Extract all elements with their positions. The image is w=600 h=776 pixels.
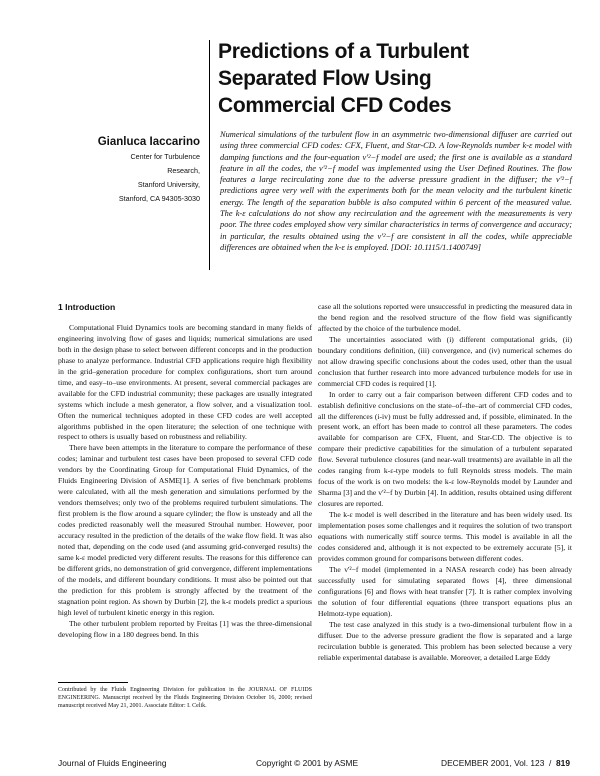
body-paragraph: The v'²−f model (implemented in a NASA research code) has been already successfully used for simulating separated flows [4], three dimensional configurations [6] and flows with heat transfer [7]. It is rather complex involving the solution of four differential equations (three transport equations plus an Helmotz-type equation). bbox=[318, 564, 572, 618]
article-title bbox=[218, 38, 578, 119]
body-paragraph: case all the solutions reported were unsuccessful in predicting the measured data in the bend region and the resolved structure of the flow field was significantly affected by the choice of the turbulence model. bbox=[318, 302, 572, 333]
body-paragraph: The other turbulent problem reported by Freitas [1] was the three-dimensional developing flow in a 180 degrees bend. In this bbox=[58, 618, 312, 639]
abstract-text: Numerical simulations of the turbulent flow in an asymmetric two-dimensional diffuser are carried out using three commercial CFD codes: CFX, Fluent, and Star-CD. A low-Reynolds number k-ε model with damping functions and the four-equation v'²−f model are used; the first one is available as a standard feature in all the codes, the v'²−f model was implemented using the User Defined Routines. The flow features a large recirculating zone due to the adverse pressure gradient in the diffuser; the v'²−f predictions agree very well with the experiments both for the mean velocity and the turbulent kinetic energy. The length of the separation bubble is also computed within 6 percent of the measured value. The k-ε calculations do not show any recirculation and the agreement with the measurements is very poor. The three codes employed show very similar characteristics in terms of convergence and accuracy; in particular, the results obtained using the v'²−f are consistent in all the codes, while appreciable differences are obtained when the k-ε is employed. [DOI: 10.1115/1.1400749] bbox=[220, 130, 572, 252]
footnote-rule bbox=[58, 682, 128, 683]
footer-issue: DECEMBER 2001, Vol. 123 bbox=[441, 758, 545, 768]
author-affiliation-line: Stanford University, bbox=[137, 180, 200, 189]
author-block bbox=[96, 136, 200, 206]
body-paragraph: Computational Fluid Dynamics tools are becoming standard in many fields of engineering involving flow of gases and liquids; numerical simulations are used both in the design phase to select between different concepts and in the production phase to analyze performance. Industrial CFD applications require high flexibility in the grid–generation procedure for complex configurations, short turn around time, and easy–to–use environments. At present, several commercial packages are available for the CFD industrial community; these packages are usually integrated systems which include a mesh generator, a flow solver, and a visualization tool. Often the numerical techniques adopted in these CFD codes are well accepted algorithms published in the open literature; the selection of one technique with respect to others is usually based on robustness and reliability. bbox=[58, 322, 312, 442]
body-paragraph: There have been attempts in the literature to compare the performance of these codes; laminar and turbulent test cases have been proposed to several CFD code vendors by the Coordinating Group for Computational Fluid Dynamics, of the Fluids Engineering Division of ASME[1]. A series of five benchmark problems were calculated, with all the mesh generation and simulations performed by the vendors themselves; only two of the problems required turbulent simulations. The first problem is the flow around a square cylinder; the flow is unsteady and all the codes predicted reasonably well the measured Strouhal number. However, poor accuracy resulted in the prediction of the details of the wake flow field. It was also noted that, depending on the code used (and assuming grid-converged results) the same k-ε model predicted very different results. The reasons for this difference can be different grids, no demonstration of grid convergence, different implementations of the models, and different boundary conditions. It must also be pointed out that the prediction for this problem is strongly affected by the treatment of the stagnation point region. As shown by Durbin [2], the k-ε models predict a spurious high level of turbulent kinetic energy in this region. bbox=[58, 443, 312, 617]
title-line: Separated Flow Using bbox=[218, 67, 432, 90]
column-left bbox=[58, 302, 312, 641]
section-heading: 1 Introduction bbox=[58, 302, 116, 312]
abstract bbox=[220, 129, 572, 253]
body-paragraph: In order to carry out a fair comparison between different CFD codes and to establish definitive conclusions on the state–of–the–art of commercial CFD codes, all the differences (i-iv) must be fully addressed and, if possible, eliminated. In the present work, an effort has been made to control all these parameters. The codes available for comparison are CFX, Fluent, and Star-CD. The objective is to compare their predictive capabilities for the simulation of a turbulent separated flow. Several turbulence closures (and near-wall treatments) are available in all the codes ranging from k-ε-type models to full Reynolds stress models. The main focus of the work is on two models: the k-ε low-Reynolds model by Launder and Sharma [3] and the v'²−f by Durbin [4]. In addition, results obtained using different closures are reported. bbox=[318, 389, 572, 509]
footer-separator: / bbox=[546, 758, 554, 768]
footer-page-number: 819 bbox=[556, 758, 570, 768]
column-right bbox=[318, 302, 572, 663]
body-paragraph: The k-ε model is well described in the literature and has been widely used. Its implementation poses some challenges and it requires the solution of two transport equations with numerically stiff source terms. This model is available in all the codes considered and, although it is not expected to be extremely accurate [5], it provides common ground for comparisons between different codes. bbox=[318, 510, 572, 563]
body-paragraph: The uncertainties associated with (i) different computational grids, (ii) boundary conditions definition, (iii) convergence, and (iv) numerical schemes do not allow drawing specific conclusions about the codes used, other than the usual conclusion that further research into more advanced turbulence models for use in commercial CFD codes is required [1]. bbox=[318, 334, 572, 388]
author-name: Gianluca Iaccarino bbox=[97, 136, 200, 148]
title-line: Predictions of a Turbulent bbox=[218, 40, 469, 63]
footer-copyright: Copyright © 2001 by ASME bbox=[256, 758, 359, 768]
footnote: Contributed by the Fluids Engineering Division for publication in the JOURNAL OF FLUIDS ENGINEERING. Manuscript received by the Fluids Engineering Division October 16, 2000; revised manuscript received May 21, 2001. Associate Editor: I. Celik. bbox=[58, 687, 312, 709]
footer-issue-page bbox=[441, 758, 570, 768]
author-affiliation-line: Stanford, CA 94305-3030 bbox=[118, 194, 200, 203]
title-divider bbox=[209, 40, 210, 270]
author-affiliation-line: Center for Turbulence Research, bbox=[130, 152, 200, 175]
footer-journal: Journal of Fluids Engineering bbox=[58, 758, 167, 768]
body-paragraph: The test case analyzed in this study is a two-dimensional turbulent flow in a diffuser. Due to the adverse pressure gradient the flow is separated and a large recirculation bubble is generated. This problem has been selected because a very reliable experimental database is available. Moreover, a detailed Large Eddy bbox=[318, 619, 572, 662]
title-line: Commercial CFD Codes bbox=[218, 94, 452, 117]
